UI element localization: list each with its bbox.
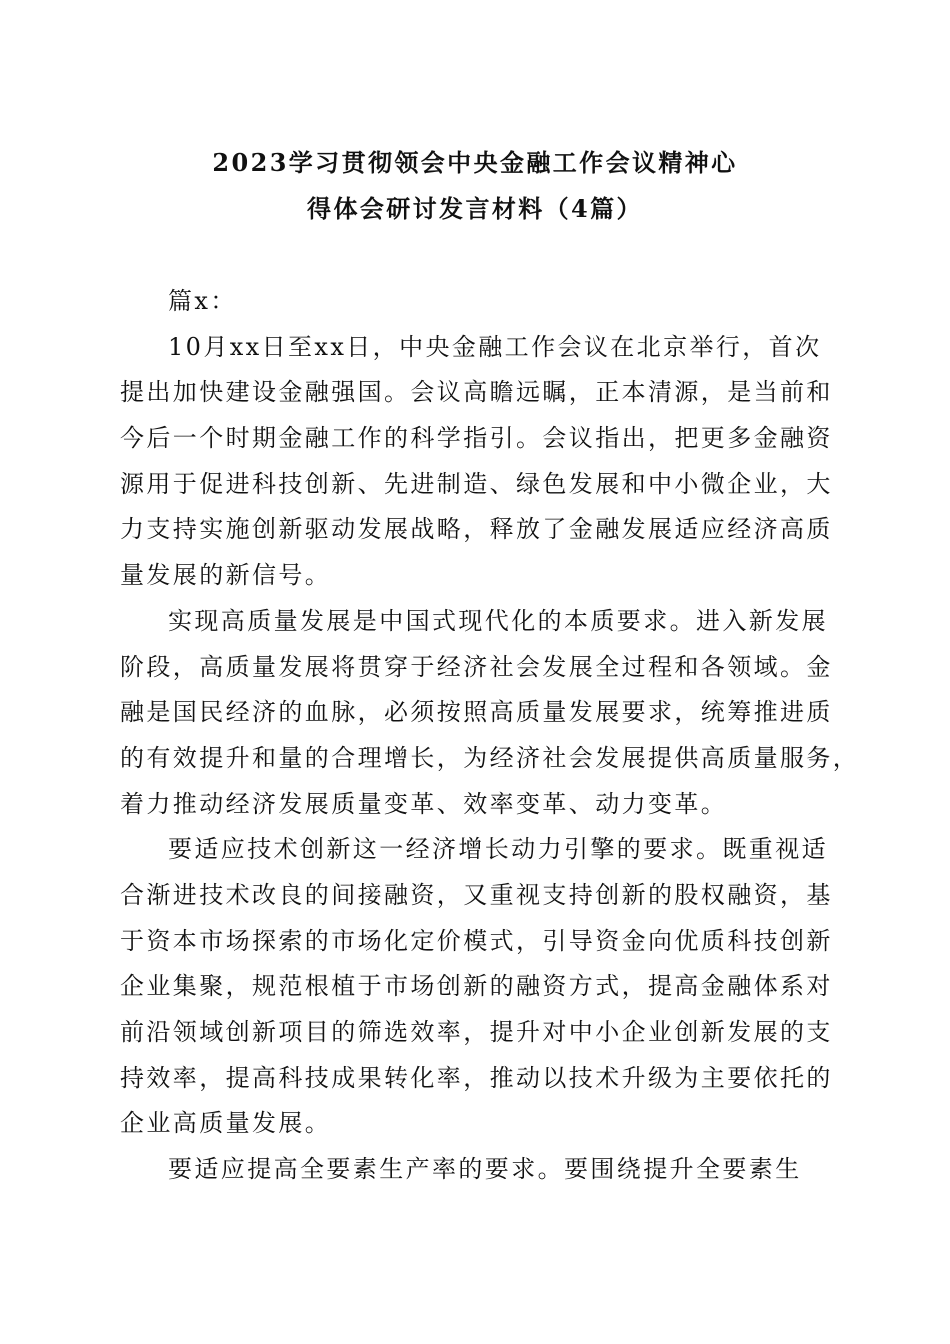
text-line: 着力推动经济发展质量变革、效率变革、动力变革。: [120, 789, 728, 818]
text-line: 企业高质量发展。: [120, 1109, 332, 1138]
title-line: 2023学习贯彻领会中央金融工作会议精神心: [212, 148, 738, 177]
title-line: 得体会研讨发言材料（4篇）: [307, 193, 643, 223]
text-line: 今后一个时期金融工作的科学指引。会议指出，把更多金融资: [120, 424, 833, 453]
document-body: [120, 279, 860, 1193]
text-line: 要适应提高全要素生产率的要求。要围绕提升全要素生: [168, 1155, 802, 1184]
text-line: 于资本市场探索的市场化定价模式，引导资金向优质科技创新: [120, 926, 833, 955]
text-line: 实现高质量发展是中国式现代化的本质要求。进入新发展: [168, 606, 828, 635]
text-line: 前沿领域创新项目的筛选效率，提升对中小企业创新发展的支: [120, 1018, 833, 1046]
text-line: 融是国民经济的血脉，必须按照高质量发展要求，统筹推进质: [120, 698, 833, 727]
document-title: [100, 140, 850, 231]
section-label: 篇x：: [168, 287, 237, 315]
text-line: 企业集聚，规范根植于市场创新的融资方式，提高金融体系对: [120, 972, 833, 1001]
text-line: 提出加快建设金融强国。会议高瞻远瞩，正本清源，是当前和: [120, 378, 833, 407]
text-line: 合渐进技术改良的间接融资，又重视支持创新的股权融资，基: [120, 880, 833, 909]
text-line: 力支持实施创新驱动发展战略，释放了金融发展适应经济高质: [120, 515, 833, 544]
text-line: 的有效提升和量的合理增长，为经济社会发展提供高质量服务，: [120, 743, 860, 772]
text-line: 持效率，提高科技成果转化率，推动以技术升级为主要依托的: [120, 1063, 833, 1092]
text-line: 10月xx日至xx日，中央金融工作会议在北京举行，首次: [168, 332, 822, 361]
text-line: 源用于促进科技创新、先进制造、绿色发展和中小微企业，大: [120, 469, 833, 498]
text-line: 阶段，高质量发展将贯穿于经济社会发展全过程和各领域。金: [120, 652, 833, 681]
text-line: 量发展的新信号。: [120, 561, 332, 590]
text-line: 要适应技术创新这一经济增长动力引擎的要求。既重视适: [168, 835, 828, 864]
